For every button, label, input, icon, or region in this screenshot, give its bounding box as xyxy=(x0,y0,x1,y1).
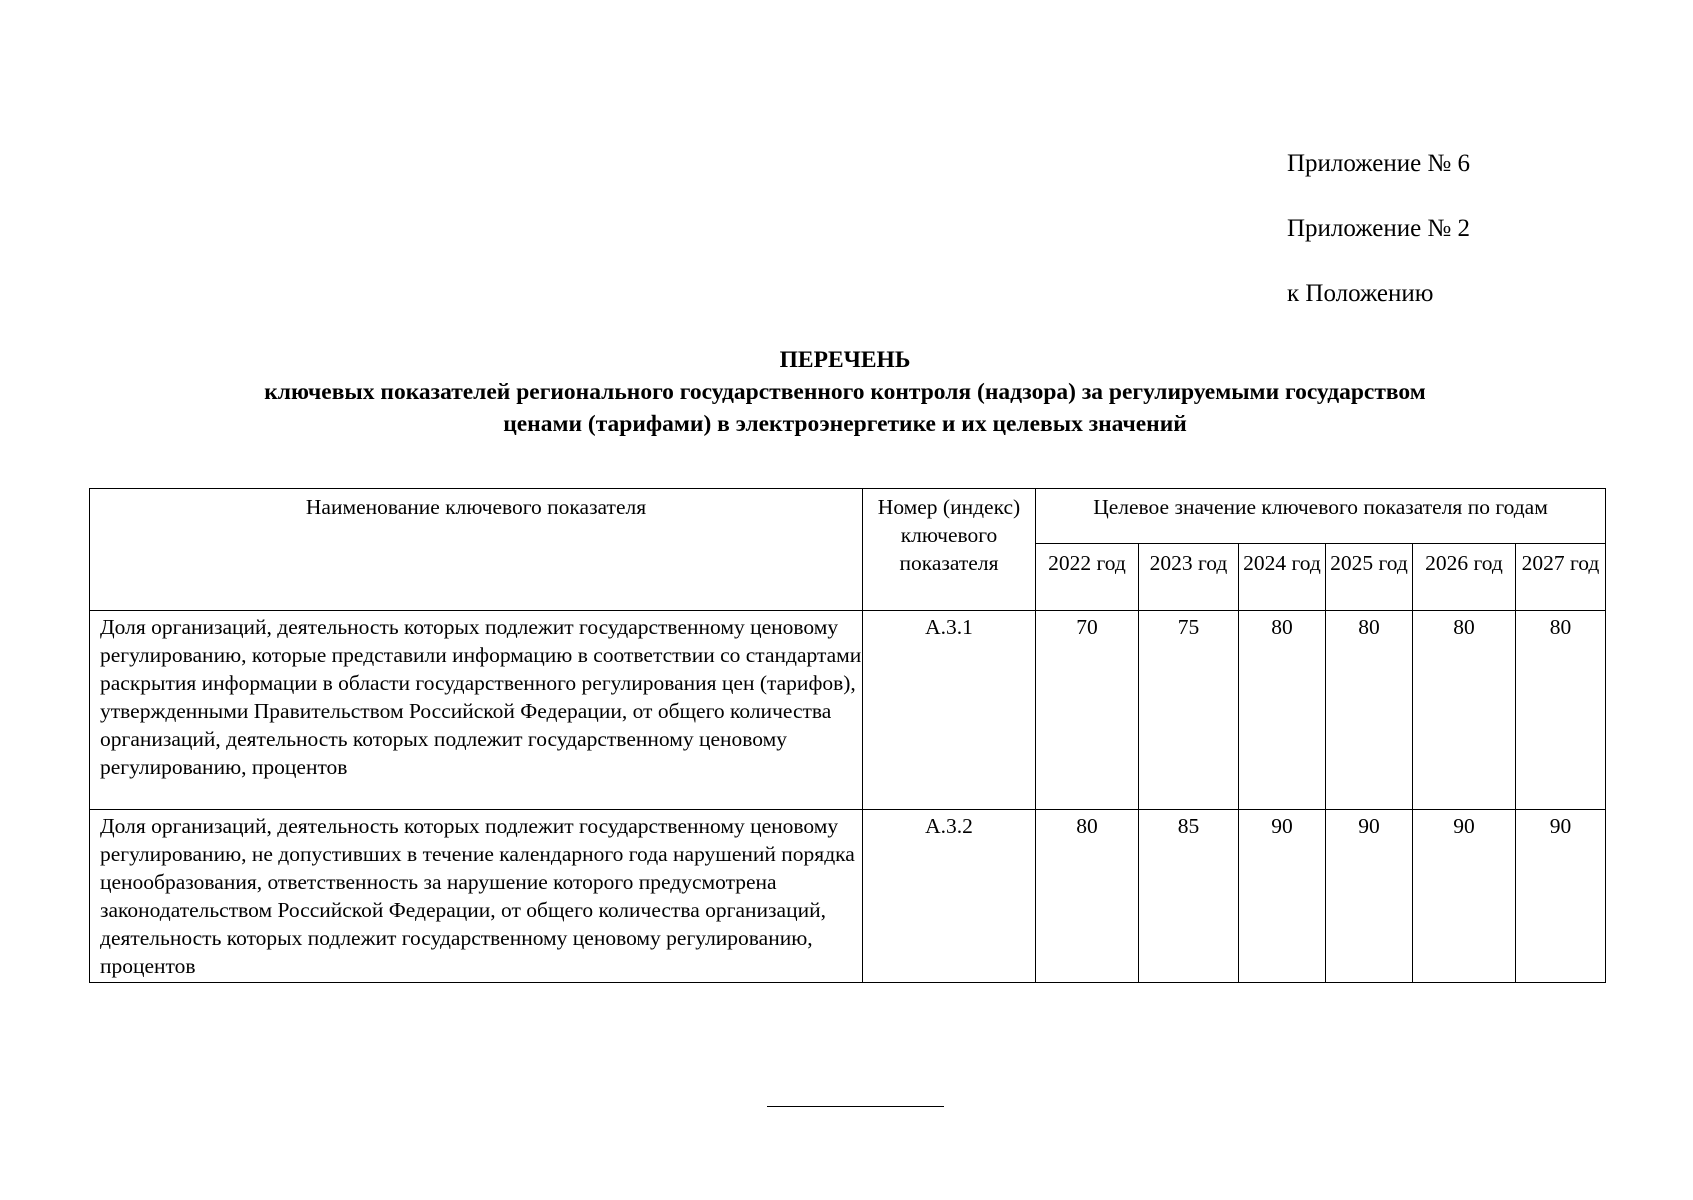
indicator-number: А.3.1 xyxy=(863,611,1036,810)
appendix-line-3: к Положению xyxy=(1287,280,1434,307)
indicator-value: 90 xyxy=(1413,810,1516,983)
indicator-value: 70 xyxy=(1036,611,1139,810)
header-year: 2024 год xyxy=(1239,544,1326,611)
indicator-value: 80 xyxy=(1036,810,1139,983)
header-year: 2022 год xyxy=(1036,544,1139,611)
table-header-row xyxy=(90,489,1606,544)
header-indicator-name: Наименование ключевого показателя xyxy=(90,489,863,611)
header-target-values: Целевое значение ключевого показателя по годам xyxy=(1036,489,1606,544)
header-indicator-number: Номер (индекс) ключевого показателя xyxy=(863,489,1036,611)
indicator-value: 90 xyxy=(1239,810,1326,983)
end-separator-line xyxy=(767,1106,944,1107)
indicator-value: 80 xyxy=(1239,611,1326,810)
document-subtitle-line-1: ключевых показателей регионального государственного контроля (надзора) за регулируемыми государством xyxy=(264,379,1426,405)
header-year: 2025 год xyxy=(1326,544,1413,611)
indicator-value: 80 xyxy=(1413,611,1516,810)
header-year: 2027 год xyxy=(1516,544,1606,611)
indicator-value: 90 xyxy=(1326,810,1413,983)
header-year: 2026 год xyxy=(1413,544,1516,611)
indicator-value: 80 xyxy=(1516,611,1606,810)
indicator-value: 75 xyxy=(1139,611,1239,810)
appendix-line-1: Приложение № 6 xyxy=(1287,150,1471,177)
indicators-table xyxy=(89,488,1606,983)
appendix-line-2: Приложение № 2 xyxy=(1287,215,1471,242)
indicator-name: Доля организаций, деятельность которых подлежит государственному ценовому регулированию, которые представили информацию в соответствии со стандартами раскрытия информации в области государственного регулирования цен (тарифов), утвержденными Правительством Российской Федерации, от общего количества организаций, деятельность которых подлежит государственному ценовому регулированию, процентов xyxy=(90,611,863,810)
document-subtitle-line-2: ценами (тарифами) в электроэнергетике и их целевых значений xyxy=(503,411,1187,437)
indicator-value: 80 xyxy=(1326,611,1413,810)
indicator-value: 85 xyxy=(1139,810,1239,983)
indicator-value: 90 xyxy=(1516,810,1606,983)
table-row xyxy=(90,810,1606,983)
header-year: 2023 год xyxy=(1139,544,1239,611)
table-row xyxy=(90,611,1606,810)
document-title: ПЕРЕЧЕНЬ xyxy=(779,347,911,373)
indicator-name: Доля организаций, деятельность которых подлежит государственному ценовому регулированию, не допустивших в течение календарного года нарушений порядка ценообразования, ответственность за нарушение которого предусмотрена законодательством Российской Федерации, от общего количества организаций, деятельность которых подлежит государственному ценовому регулированию, процентов xyxy=(90,810,863,983)
indicator-number: А.3.2 xyxy=(863,810,1036,983)
